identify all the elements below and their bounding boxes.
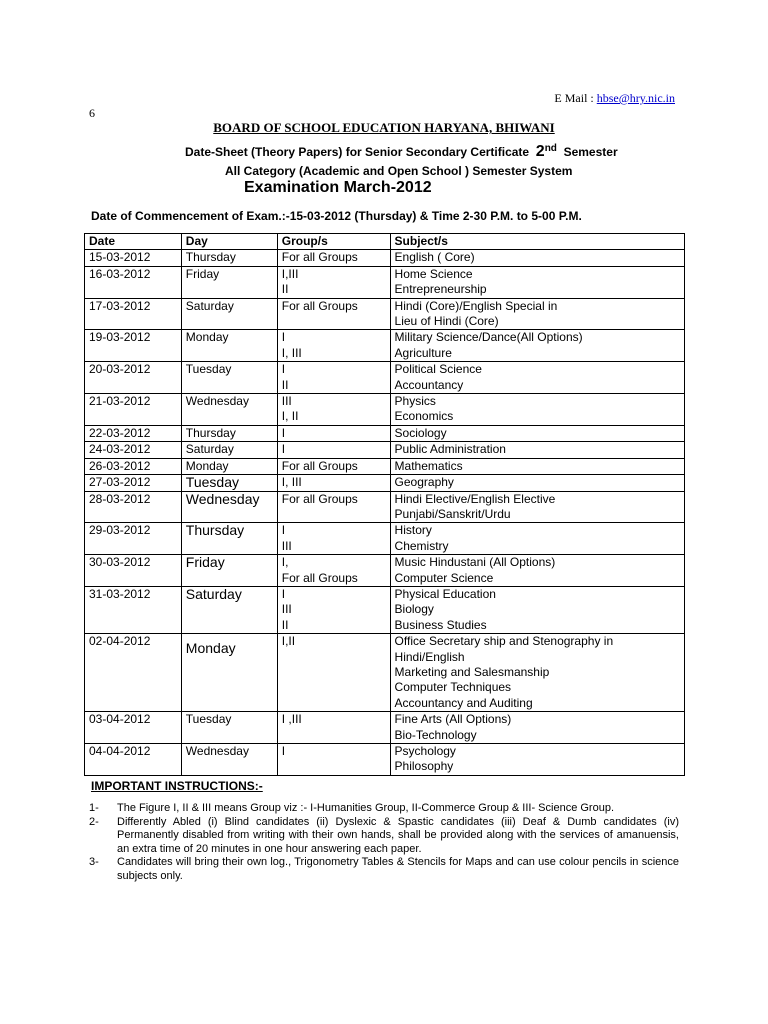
date-text: 26-03-2012: [89, 458, 151, 473]
subjects-cell: [390, 330, 684, 362]
instruction-text: Candidates will bring their own log., Trigonometry Tables & Stencils for Maps and can use colour pencils in science subjects only.: [117, 856, 679, 882]
groups-cell: [277, 458, 390, 474]
table-row: [85, 712, 685, 744]
table-row: [85, 634, 685, 712]
subject-text: Hindi Elective/English Elective: [394, 491, 556, 506]
day-cell: [181, 475, 277, 491]
subjects-cell: [390, 555, 684, 587]
group-text: III: [281, 538, 292, 553]
date-text: 19-03-2012: [89, 330, 151, 345]
groups-cell: [277, 712, 390, 744]
day-text: Monday: [185, 330, 229, 345]
subject-text: Physical Education: [394, 586, 496, 601]
group-text: I,III: [281, 266, 299, 281]
day-text: Wednesday: [185, 490, 260, 507]
date-cell: [85, 744, 182, 776]
subject-text: Computer Techniques: [394, 680, 512, 695]
email-link[interactable]: hbse@hry.nic.in: [596, 91, 675, 105]
subject-text: Hindi/English: [394, 649, 465, 664]
date-cell: [85, 458, 182, 474]
day-text: Monday: [185, 458, 229, 473]
subjects-cell: [390, 712, 684, 744]
date-text: 30-03-2012: [89, 555, 151, 570]
day-cell: [181, 523, 277, 555]
day-text: Wednesday: [185, 744, 249, 758]
group-text: I,II: [281, 634, 296, 649]
subject-text: History: [394, 523, 432, 538]
date-text: 22-03-2012: [89, 425, 151, 440]
subjects-cell: [390, 362, 684, 394]
table-row: [85, 250, 685, 266]
page-number: 6: [89, 106, 95, 120]
table-row: [85, 330, 685, 362]
subjects-cell: [390, 586, 684, 633]
day-cell: [181, 555, 277, 587]
day-text: Tuesday: [185, 362, 232, 377]
group-text: I: [281, 362, 286, 377]
date-cell: [85, 362, 182, 394]
date-cell: [85, 586, 182, 633]
instruction-number: 3-: [89, 856, 99, 869]
day-text: Tuesday: [185, 474, 239, 491]
group-text: I ,III: [281, 712, 302, 727]
date-text: 16-03-2012: [89, 266, 151, 281]
table-row: [85, 298, 685, 330]
commencement-line: Date of Commencement of Exam.:-15-03-2012 (Thursday) & Time 2-30 P.M. to 5-00 P.M.: [91, 209, 582, 223]
day-cell: [181, 425, 277, 441]
date-text: 02-04-2012: [89, 634, 151, 649]
header-date: Date: [85, 234, 182, 250]
date-text: 31-03-2012: [89, 586, 151, 601]
date-cell: [85, 330, 182, 362]
groups-cell: [277, 298, 390, 330]
subjects-cell: [390, 425, 684, 441]
group-text: For all Groups: [281, 458, 358, 473]
date-text: 04-04-2012: [89, 744, 151, 758]
day-text: Friday: [185, 554, 225, 571]
group-text: I,: [281, 555, 289, 570]
table-row: [85, 458, 685, 474]
subjects-cell: [390, 744, 684, 776]
day-text: Thursday: [185, 425, 236, 440]
groups-cell: [277, 744, 390, 776]
email-line: [554, 91, 675, 106]
group-text: III: [281, 394, 292, 409]
date-cell: [85, 475, 182, 491]
date-text: 17-03-2012: [89, 298, 151, 313]
table-row: [85, 266, 685, 298]
groups-cell: [277, 523, 390, 555]
datesheet-title-text: Date-Sheet (Theory Papers) for Senior Secondary Certificate: [185, 145, 530, 159]
semester-word: Semester: [563, 145, 618, 159]
day-cell: [181, 442, 277, 458]
email-label: E Mail :: [554, 91, 597, 105]
group-text: I: [281, 330, 286, 345]
subject-text: Office Secretary ship and Stenography in: [394, 634, 614, 649]
group-text: I: [281, 425, 286, 440]
subject-text: Music Hindustani (All Options): [394, 555, 556, 570]
group-text: II: [281, 282, 289, 297]
group-text: I: [281, 586, 286, 601]
subject-text: Economics: [394, 409, 454, 424]
groups-cell: [277, 250, 390, 266]
day-cell: [181, 266, 277, 298]
date-text: 27-03-2012: [89, 475, 151, 490]
semester-suffix: nd: [544, 143, 557, 154]
day-text: Monday: [185, 640, 236, 657]
date-text: 29-03-2012: [89, 523, 151, 538]
table-row: [85, 491, 685, 523]
date-text: 24-03-2012: [89, 442, 151, 457]
date-cell: [85, 425, 182, 441]
day-text: Saturday: [185, 585, 242, 602]
subject-text: Agriculture: [394, 345, 452, 360]
subject-text: Entrepreneurship: [394, 282, 487, 297]
subject-text: Mathematics: [394, 458, 463, 473]
date-text: 20-03-2012: [89, 362, 151, 377]
groups-cell: [277, 442, 390, 458]
subjects-cell: [390, 250, 684, 266]
subject-text: Military Science/Dance(All Options): [394, 330, 583, 345]
date-text: 28-03-2012: [89, 491, 151, 506]
subject-text: Marketing and Salesmanship: [394, 664, 550, 679]
group-text: For all Groups: [281, 491, 358, 506]
subject-text: English ( Core): [394, 250, 475, 265]
group-text: II: [281, 617, 289, 632]
instruction-item: [89, 856, 679, 883]
instruction-number: 2-: [89, 815, 99, 828]
subject-text: Accountancy and Auditing: [394, 695, 533, 710]
day-cell: [181, 712, 277, 744]
table-row: [85, 523, 685, 555]
table-row: [85, 394, 685, 426]
instructions-list: [89, 802, 679, 884]
day-text: Thursday: [185, 522, 245, 539]
subject-text: Hindi (Core)/English Special in: [394, 298, 558, 313]
subject-text: Physics: [394, 394, 436, 409]
category-line: All Category (Academic and Open School ) Semester System: [225, 164, 573, 178]
day-cell: [181, 458, 277, 474]
subject-text: Punjabi/Sanskrit/Urdu: [394, 506, 511, 521]
day-cell: [181, 394, 277, 426]
subjects-cell: [390, 298, 684, 330]
groups-cell: [277, 586, 390, 633]
group-text: For all Groups: [281, 298, 358, 313]
subject-text: Bio-Technology: [394, 727, 477, 742]
table-row: [85, 555, 685, 587]
groups-cell: [277, 266, 390, 298]
subject-text: Geography: [394, 475, 454, 490]
header-subjects: Subject/s: [390, 234, 684, 250]
instruction-item: [89, 816, 679, 857]
subject-text: Accountancy: [394, 377, 464, 392]
subject-text: Home Science: [394, 266, 473, 281]
day-text: Saturday: [185, 442, 234, 457]
groups-cell: [277, 475, 390, 491]
subject-text: Psychology: [394, 744, 456, 758]
subject-text: Business Studies: [394, 617, 487, 632]
subject-text: Public Administration: [394, 442, 506, 457]
date-text: 03-04-2012: [89, 712, 151, 727]
date-cell: [85, 442, 182, 458]
subject-text: Sociology: [394, 425, 447, 440]
subjects-cell: [390, 266, 684, 298]
subjects-cell: [390, 394, 684, 426]
instruction-text: The Figure I, II & III means Group viz :- I-Humanities Group, II-Commerce Group & III- Science Group.: [117, 802, 615, 814]
date-cell: [85, 712, 182, 744]
date-cell: [85, 555, 182, 587]
day-cell: [181, 298, 277, 330]
date-cell: [85, 266, 182, 298]
subjects-cell: [390, 491, 684, 523]
subject-text: Political Science: [394, 362, 482, 377]
day-text: Wednesday: [185, 394, 249, 409]
table-row: [85, 744, 685, 776]
table-header-row: [85, 234, 685, 250]
date-text: 15-03-2012: [89, 250, 151, 265]
groups-cell: [277, 394, 390, 426]
group-text: I: [281, 523, 286, 538]
subjects-cell: [390, 475, 684, 491]
groups-cell: [277, 491, 390, 523]
subjects-cell: [390, 523, 684, 555]
subject-text: Biology: [394, 602, 434, 617]
groups-cell: [277, 330, 390, 362]
exam-title: Examination March-2012: [244, 179, 432, 196]
subject-text: Computer Science: [394, 570, 494, 585]
groups-cell: [277, 425, 390, 441]
table-row: [85, 425, 685, 441]
board-title: BOARD OF SCHOOL EDUCATION HARYANA, BHIWANI: [213, 120, 555, 135]
day-cell: [181, 744, 277, 776]
subject-text: Lieu of Hindi (Core): [394, 314, 499, 329]
table-row: [85, 586, 685, 633]
semester-number: 2: [535, 143, 545, 160]
group-text: III: [281, 602, 292, 617]
date-cell: [85, 634, 182, 712]
group-text: I: [281, 442, 286, 457]
subject-text: Fine Arts (All Options): [394, 712, 512, 727]
group-text: II: [281, 377, 289, 392]
subject-text: Philosophy: [394, 759, 454, 774]
table-body: [85, 250, 685, 775]
datesheet-title: [185, 143, 618, 161]
day-cell: [181, 362, 277, 394]
date-text: 21-03-2012: [89, 394, 151, 409]
day-cell: [181, 250, 277, 266]
table-row: [85, 442, 685, 458]
group-text: For all Groups: [281, 250, 358, 265]
instructions-title: IMPORTANT INSTRUCTIONS:-: [91, 779, 263, 793]
instruction-text: Differently Abled (i) Blind candidates (ii) Dyslexic & Spastic candidates (iii) Deaf & Dumb candidates (iv) Permanently disabled from writing with their own hands, shall be provided along with the services of amanuensis, an extra time of 20 minutes in one hour answering each paper.: [117, 815, 679, 855]
subjects-cell: [390, 458, 684, 474]
header-day: Day: [181, 234, 277, 250]
date-cell: [85, 394, 182, 426]
group-text: I, III: [281, 345, 302, 360]
instruction-number: 1-: [89, 802, 99, 814]
table-row: [85, 475, 685, 491]
date-cell: [85, 250, 182, 266]
day-text: Thursday: [185, 250, 236, 265]
header-groups: Group/s: [277, 234, 390, 250]
group-text: I, II: [281, 409, 299, 424]
date-cell: [85, 523, 182, 555]
group-text: I, III: [281, 475, 302, 490]
day-cell: [181, 634, 277, 712]
day-cell: [181, 586, 277, 633]
subjects-cell: [390, 442, 684, 458]
date-cell: [85, 298, 182, 330]
day-cell: [181, 491, 277, 523]
instruction-item: [89, 802, 679, 816]
day-text: Saturday: [185, 298, 234, 313]
groups-cell: [277, 362, 390, 394]
datesheet-table: [84, 233, 685, 776]
day-text: Tuesday: [185, 712, 232, 727]
groups-cell: [277, 634, 390, 712]
day-text: Friday: [185, 266, 220, 281]
subjects-cell: [390, 634, 684, 712]
day-cell: [181, 330, 277, 362]
table-row: [85, 362, 685, 394]
date-cell: [85, 491, 182, 523]
group-text: I: [281, 744, 286, 758]
group-text: For all Groups: [281, 570, 358, 585]
groups-cell: [277, 555, 390, 587]
subject-text: Chemistry: [394, 538, 449, 553]
